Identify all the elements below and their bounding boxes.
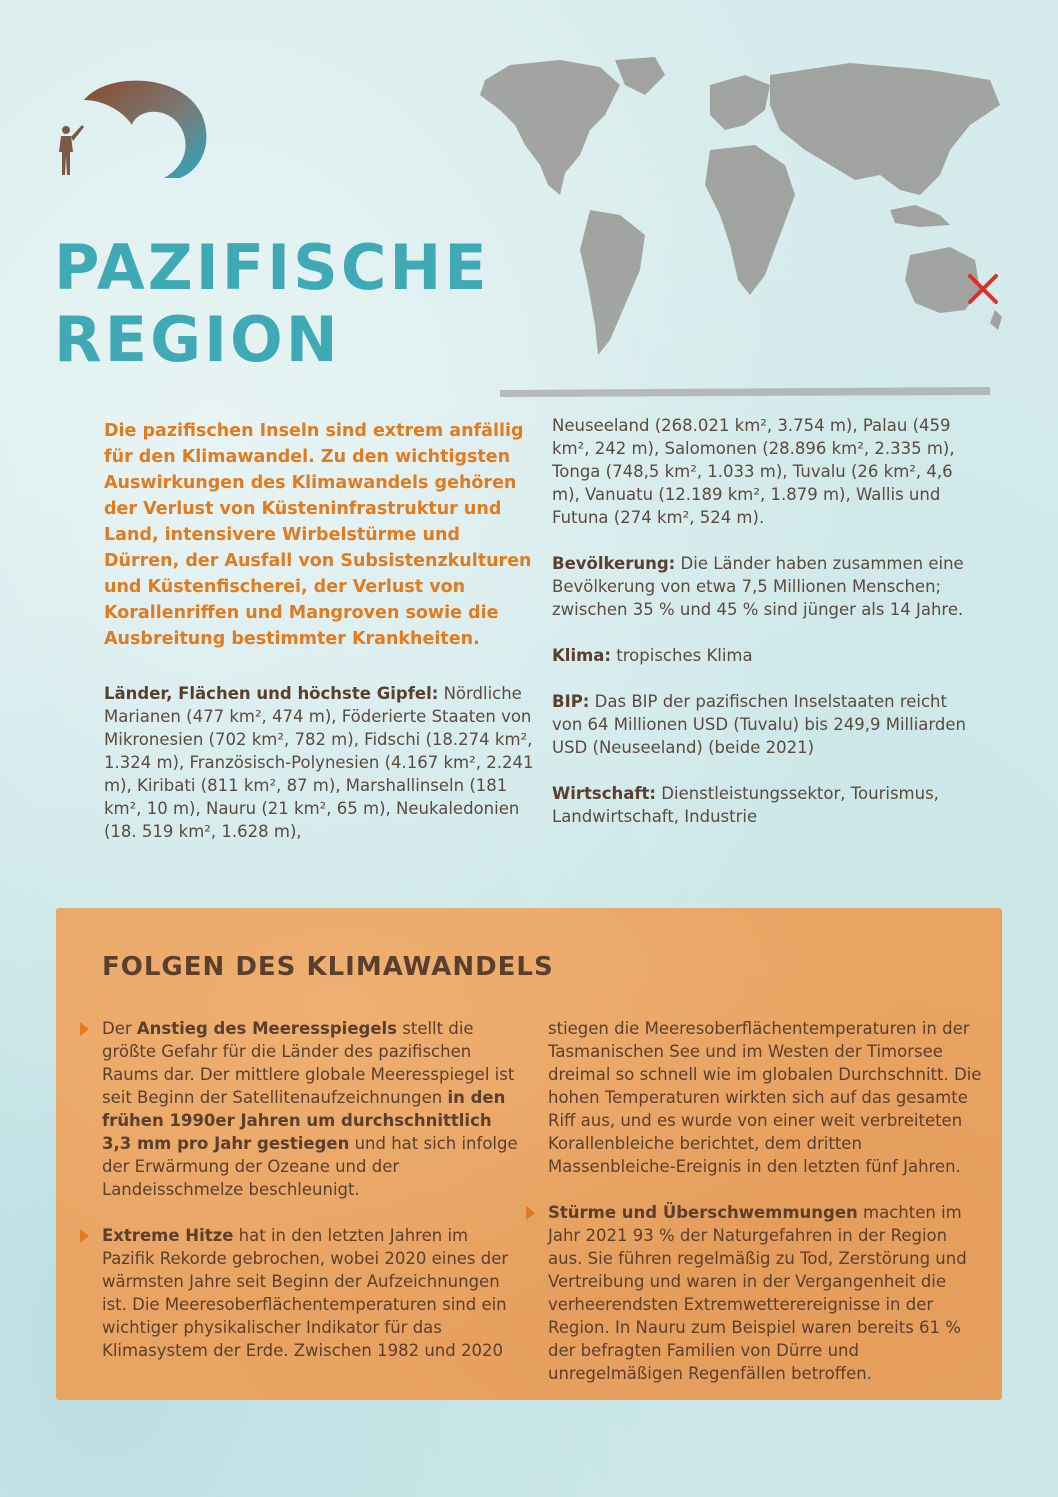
consequences-title: FOLGEN DES KLIMAWANDELS: [102, 952, 554, 982]
fact-text: Dienstleistungssektor, Tourismus, Landwirtschaft, Industrie: [552, 784, 939, 826]
location-x-icon: [966, 272, 1000, 306]
page-title: [54, 232, 490, 376]
heat-text-left: hat in den letzten Jahren im Pazifik Rekorde gebrochen, wobei 2020 eines der wärmsten Jahre seit Beginn der Aufzeichnungen ist. Die Meeresoberflächentemperaturen sind ein wichtiger physikalischer Indikator für das Klimasystem der Erde. Zwischen 1982 und 2020: [102, 1226, 509, 1360]
page-title-line2: REGION: [54, 303, 341, 376]
bullet-triangle-icon: [80, 1022, 89, 1036]
sea-level-post: und hat sich infolge der Erwärmung der Ozeane und der Landeisschmelze beschleunigt.: [102, 1134, 518, 1199]
fact-label: Wirtschaft:: [552, 784, 657, 803]
left-column: [104, 418, 534, 866]
world-map: [470, 55, 1010, 400]
storms-text: machten im Jahr 2021 93 % der Naturgefahren in der Region aus. Sie führen regelmäßig zu Tod, Zerstörung und Vertreibung und waren in der Vergangenheit die verheerendsten Extremwetterereignisse in der Region. In Nauru zum Beispiel waren bereits 61 % der befragten Familien von Dürre und unregelmäßigen Regenfällen betroffen.: [548, 1203, 967, 1383]
countries-paragraph: [104, 682, 534, 843]
storms-bold: Stürme und Überschwemmungen: [548, 1203, 858, 1222]
fact-label: Bevölkerung:: [552, 554, 676, 573]
fact-economy: [552, 782, 982, 828]
fact-climate: [552, 644, 982, 667]
right-column: [552, 414, 982, 851]
countries-text-right: Neuseeland (268.021 km², 3.754 m), Palau (459 km², 242 m), Salomonen (28.896 km², 2.335 m), Tonga (748,5 km², 1.033 m), Tuvalu (26 km², 4,6 m), Vanuatu (12.189 km², 1.879 m), Wallis und Futuna (274 km², 524 m).: [552, 416, 955, 527]
fact-text: Das BIP der pazifischen Inselstaaten reicht von 64 Millionen USD (Tuvalu) bis 249,9 Milliarden USD (Neuseeland) (beide 2021): [552, 692, 966, 757]
fact-gdp: [552, 690, 982, 759]
sea-level-bold2: in den frühen 1990er Jahren um durchschnittlich 3,3 mm pro Jahr gestiegen: [102, 1088, 506, 1153]
countries-text-left: Nördliche Marianen (477 km², 474 m), Föderierte Staaten von Mikronesien (702 km², 782 m), Fidschi (18.274 km², 1.324 m), Französisch-Polynesien (4.167 km², 2.241 m), Kiribati (811 km², 87 m), Marshallinseln (181 km², 10 m), Nauru (21 km², 65 m), Neukaledonien (18. 519 km², 1.628 m),: [104, 684, 534, 841]
bullet-heat: [102, 1224, 522, 1362]
intro-paragraph: Die pazifischen Inseln sind extrem anfällig für den Klimawandel. Zu den wichtigsten Auswirkungen des Klimawandels gehören der Verlust von Küsteninfrastruktur und Land, intensivere Wirbelstürme und Dürren, der Ausfall von Subsistenzkulturen und Küstenfischerei, der Verlust von Korallenriffen und Mangroven sowie die Ausbreitung bestimmter Krankheiten.: [104, 421, 532, 649]
page-title-line1: PAZIFISCHE: [54, 231, 490, 304]
fact-text: Die Länder haben zusammen eine Bevölkerung von etwa 7,5 Millionen Menschen; zwischen 35 % und 45 % sind jünger als 14 Jahre.: [552, 554, 964, 619]
sea-level-bold1: Anstieg des Meeresspiegels: [136, 1019, 397, 1038]
bullet-triangle-icon: [526, 1206, 535, 1220]
heat-bold: Extreme Hitze: [102, 1226, 234, 1245]
sea-level-pre: Der: [102, 1019, 132, 1038]
bullet-triangle-icon: [80, 1229, 89, 1243]
heat-continued: stiegen die Meeresoberflächentemperaturen in der Tasmanischen See und im Westen der Timorsee dreimal so schnell wie im globalen Durchschnitt. Die hohen Temperaturen wirkten sich auf das gesamte Riff aus, und es wurde von einer weit verbreiteten Korallenbleiche berichtet, dem dritten Massenbleiche-Ereignis in den letzten fünf Jahren.: [548, 1019, 982, 1176]
wave-logo-icon: [52, 70, 212, 180]
consequences-left-column: [102, 1017, 522, 1385]
fact-population: [552, 552, 982, 621]
bullet-sea-level: [102, 1017, 522, 1201]
consequences-right-column: [548, 1017, 984, 1408]
countries-label: Länder, Flächen und höchste Gipfel:: [104, 684, 439, 703]
bullet-storms: [548, 1201, 984, 1385]
sea-level-mid: stellt die größte Gefahr für die Länder des pazifischen Raums dar. Der mittlere globale Meeresspiegel ist seit Beginn der Satellitenaufzeichnungen: [102, 1019, 515, 1107]
fact-label: Klima:: [552, 646, 612, 665]
fact-text: tropisches Klima: [616, 646, 753, 665]
fact-label: BIP:: [552, 692, 590, 711]
